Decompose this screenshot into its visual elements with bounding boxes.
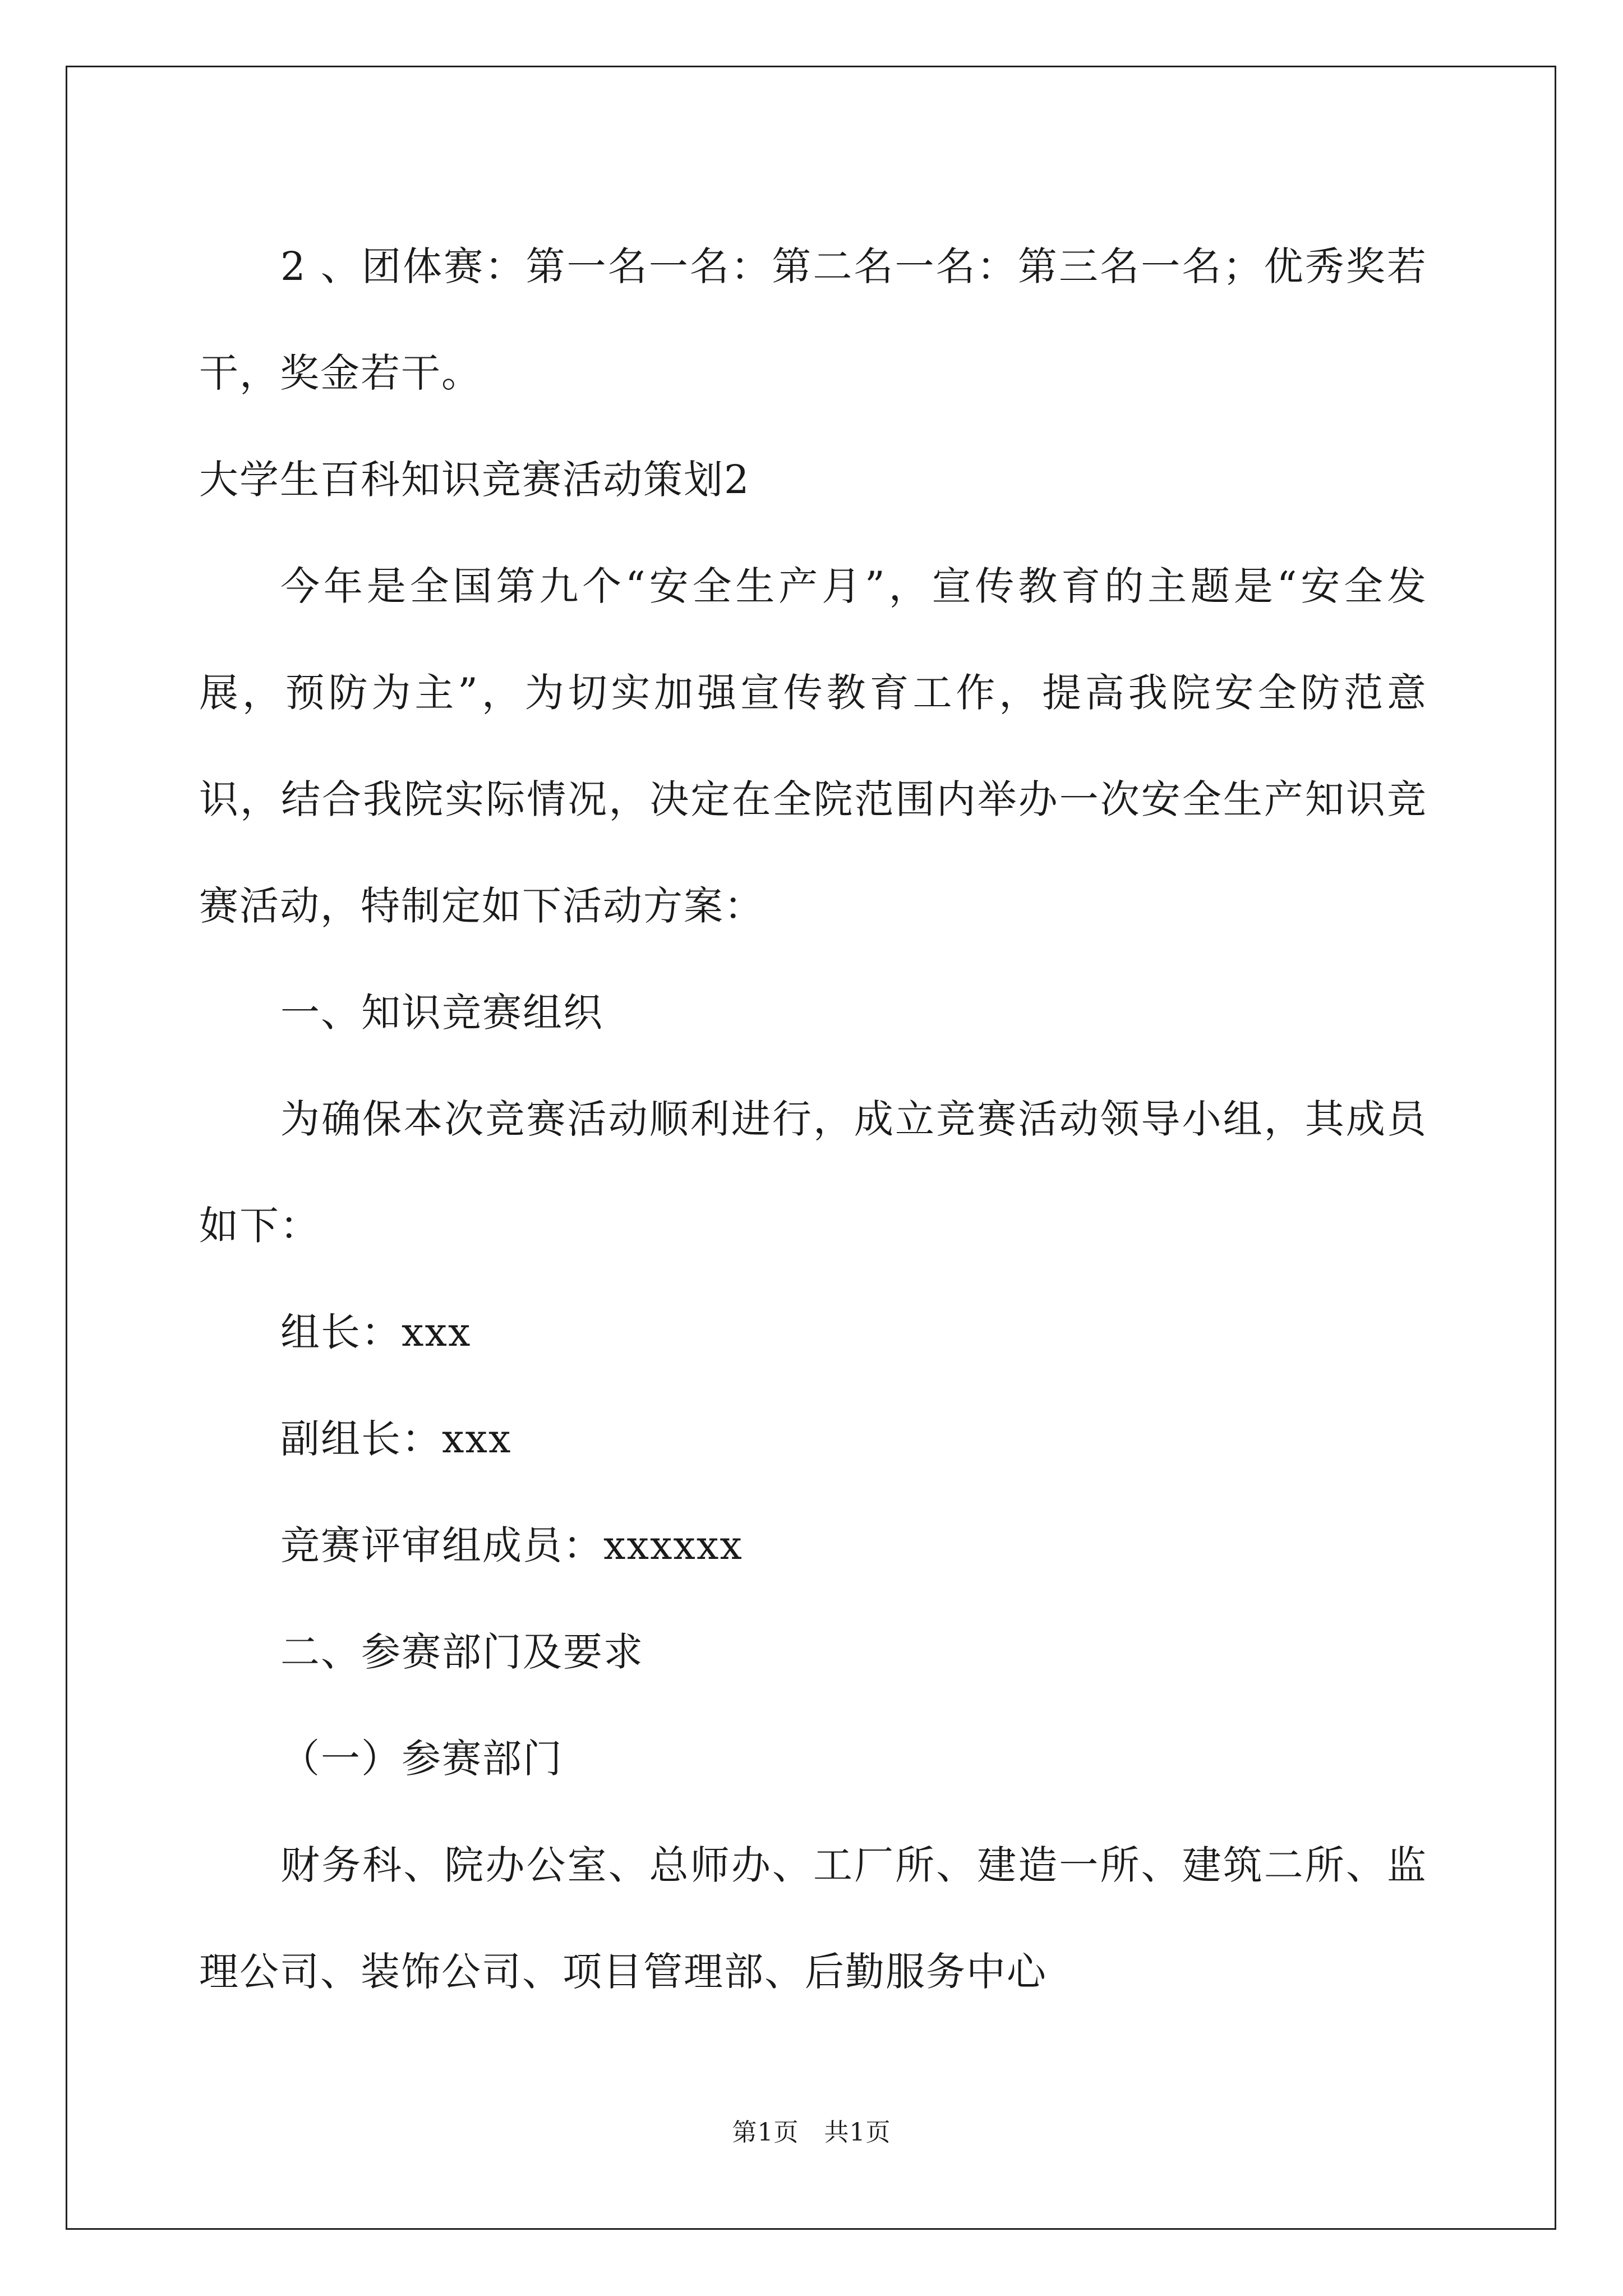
heading-competition-organization: 一、知识竞赛组织 xyxy=(280,990,603,1036)
paragraph-deputy-leader: 副组长：xxx xyxy=(280,1416,512,1462)
paragraph-leadership-group: 为确保本次竞赛活动顺利进行，成立竞赛活动领导小组，其成员如下： xyxy=(199,1096,1427,1249)
document-body xyxy=(199,213,1427,2025)
paragraph-intro: 今年是全国第九个“安全生产月”，宣传教育的主题是“安全发展，预防为主”，为切实加强宣传教育工作，提高我院安全防范意识，结合我院实际情况，决定在全院范围内举办一次安全生产知识竞赛活动，特制定如下活动方案： xyxy=(199,563,1427,929)
heading-participating-departments: 二、参赛部门及要求 xyxy=(280,1629,644,1675)
paragraph-department-list: 财务科、院办公室、总师办、工厂所、建造一所、建筑二所、监理公司、装饰公司、项目管理部、后勤服务中心 xyxy=(199,1842,1427,1995)
section-title: 大学生百科知识竞赛活动策划2 xyxy=(199,457,750,503)
paragraph-group-leader: 组长：xxx xyxy=(280,1309,472,1355)
paragraph-review-members: 竞赛评审组成员：xxxxxx xyxy=(280,1522,743,1568)
subheading-departments: （一）参赛部门 xyxy=(280,1736,563,1782)
page-number-footer: 第1页 共1页 xyxy=(732,2118,891,2147)
paragraph-team-awards: 2 、团体赛：第一名一名：第二名一名：第三名一名；优秀奖若干，奖金若干。 xyxy=(199,243,1427,396)
